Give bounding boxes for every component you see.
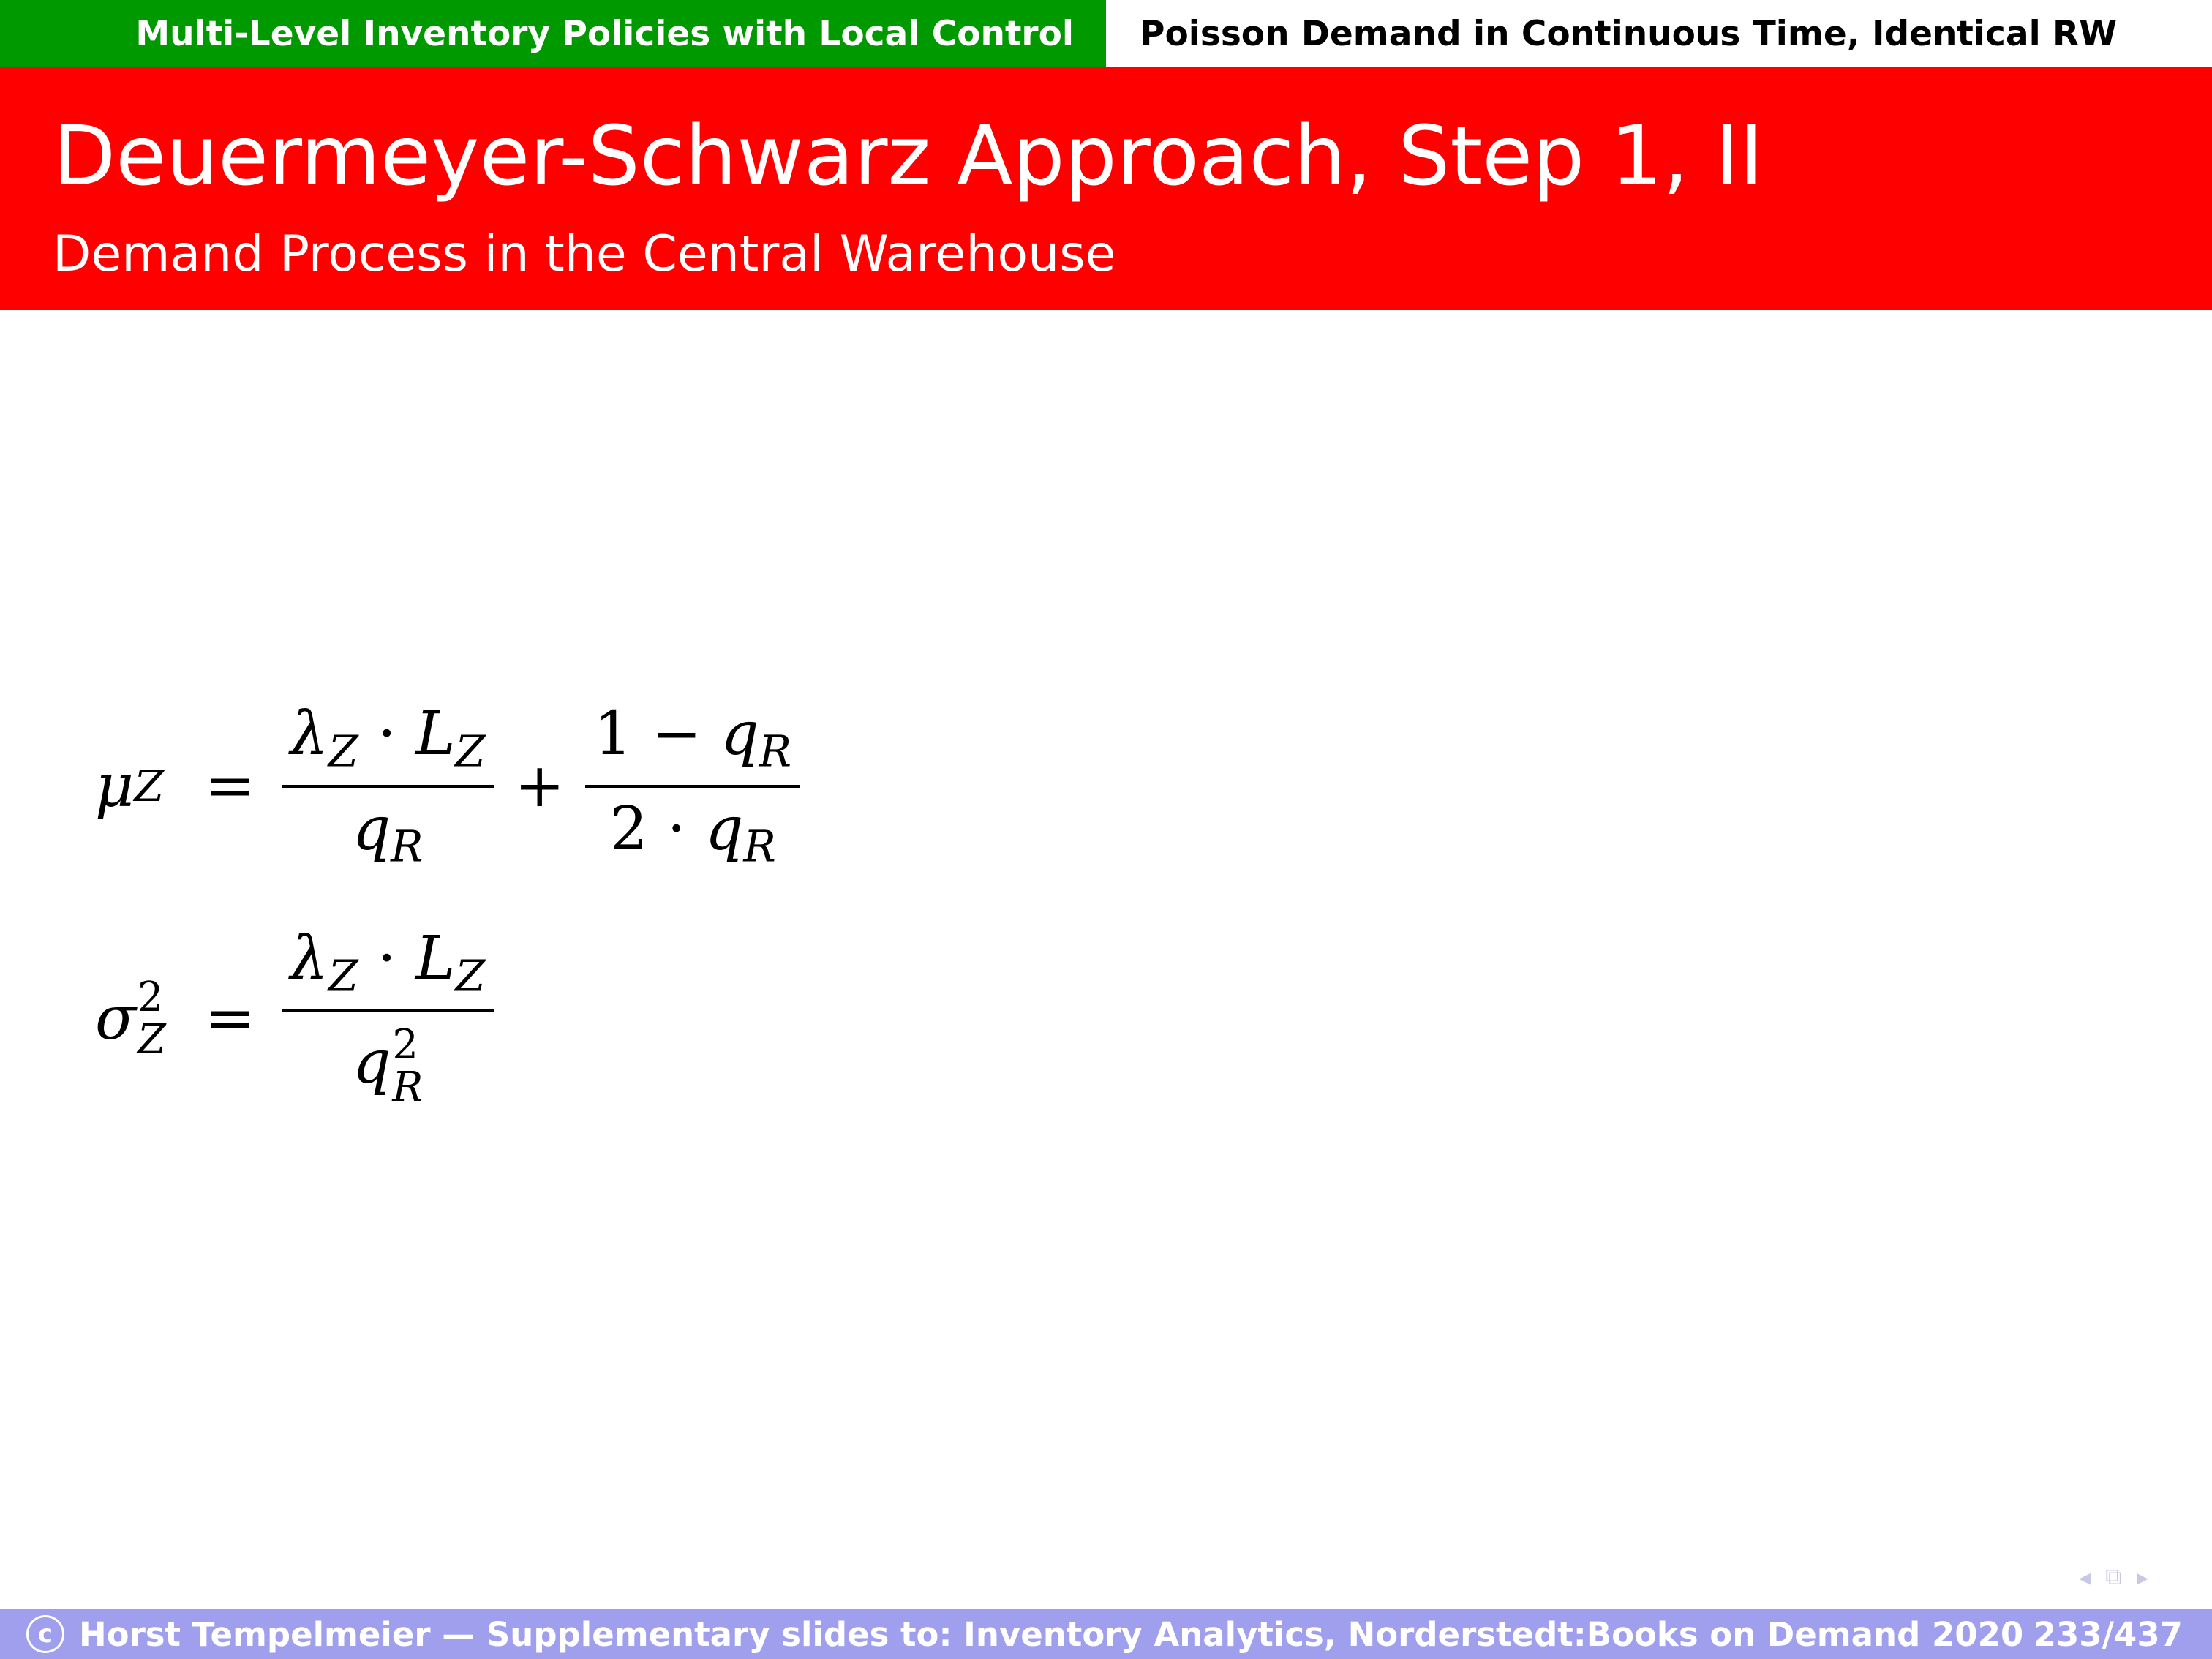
- q-symbol: q: [352, 794, 391, 864]
- q-subscript: R: [392, 1064, 424, 1112]
- sigma-superscript: 2: [137, 973, 164, 1021]
- one-minus: 1 −: [594, 699, 721, 769]
- sigma-subscript: Z: [137, 1016, 166, 1064]
- mean-lhs: [95, 750, 183, 821]
- leadtime-symbol: L: [415, 699, 456, 769]
- fraction-denominator: [344, 1012, 432, 1116]
- q-scripts: [392, 1020, 424, 1112]
- mean-equation: [95, 699, 800, 873]
- plus-sign: +: [514, 750, 565, 821]
- leadtime-subscript: Z: [455, 950, 486, 1001]
- equals-sign: =: [205, 984, 255, 1054]
- lambda-symbol: λ: [290, 924, 328, 993]
- q-symbol: q: [704, 794, 744, 864]
- navigation-controls: [2079, 1562, 2148, 1591]
- q-subscript: R: [743, 821, 776, 872]
- section-link[interactable]: Multi-Level Inventory Policies with Local Control: [0, 0, 1106, 67]
- frame-title: Deuermeyer-Schwarz Approach, Step 1, II: [53, 109, 1764, 204]
- mu-subscript: Z: [134, 761, 165, 812]
- q-subscript: R: [759, 726, 792, 777]
- footer-bar: [0, 1609, 2212, 1659]
- fraction-denominator: [601, 788, 784, 874]
- fraction-denominator: [344, 788, 432, 874]
- footer-credit: Horst Tempelmeier — Supplementary slides to: Inventory Analytics, Norderstedt:Books on Demand 2020: [79, 1614, 2024, 1654]
- previous-arrow-icon[interactable]: ◂: [2079, 1562, 2091, 1591]
- mu-symbol: μ: [95, 750, 135, 821]
- variance-lhs: [95, 973, 183, 1064]
- q-subscript: R: [391, 821, 424, 872]
- frame-subtitle: Demand Process in the Central Warehouse: [53, 225, 1116, 283]
- header-navigation: [0, 0, 2212, 67]
- leadtime-subscript: Z: [455, 726, 486, 777]
- fraction-one-minus-q: [585, 699, 800, 873]
- next-arrow-icon[interactable]: ▸: [2136, 1562, 2148, 1591]
- variance-equation: [95, 923, 494, 1116]
- dot-operator: ·: [358, 924, 415, 993]
- fraction-numerator: [282, 923, 494, 1009]
- frame-navigation-icon[interactable]: ⧉: [2105, 1562, 2122, 1590]
- q-superscript: 2: [392, 1020, 418, 1069]
- fraction-lambda-over-q: [282, 699, 494, 873]
- equals-sign: =: [205, 750, 255, 821]
- two-times: 2 ·: [609, 794, 705, 864]
- sigma-scripts: [137, 973, 166, 1064]
- frame-title-block: [0, 67, 2212, 310]
- copyright-icon: c: [26, 1615, 64, 1653]
- lambda-symbol: λ: [290, 699, 328, 769]
- lambda-subscript: Z: [328, 950, 358, 1001]
- leadtime-symbol: L: [415, 924, 456, 993]
- fraction-numerator: [282, 699, 494, 785]
- sigma-symbol: σ: [95, 984, 136, 1054]
- dot-operator: ·: [358, 699, 415, 769]
- fraction-lambda-over-q-squared: [282, 923, 494, 1116]
- q-symbol: q: [352, 1027, 391, 1097]
- lambda-subscript: Z: [328, 726, 358, 777]
- fraction-numerator: [585, 699, 800, 785]
- q-symbol: q: [721, 699, 759, 769]
- page-number: 233/437: [2033, 1614, 2183, 1654]
- subsection-link[interactable]: Poisson Demand in Continuous Time, Identical RW: [1106, 0, 2212, 67]
